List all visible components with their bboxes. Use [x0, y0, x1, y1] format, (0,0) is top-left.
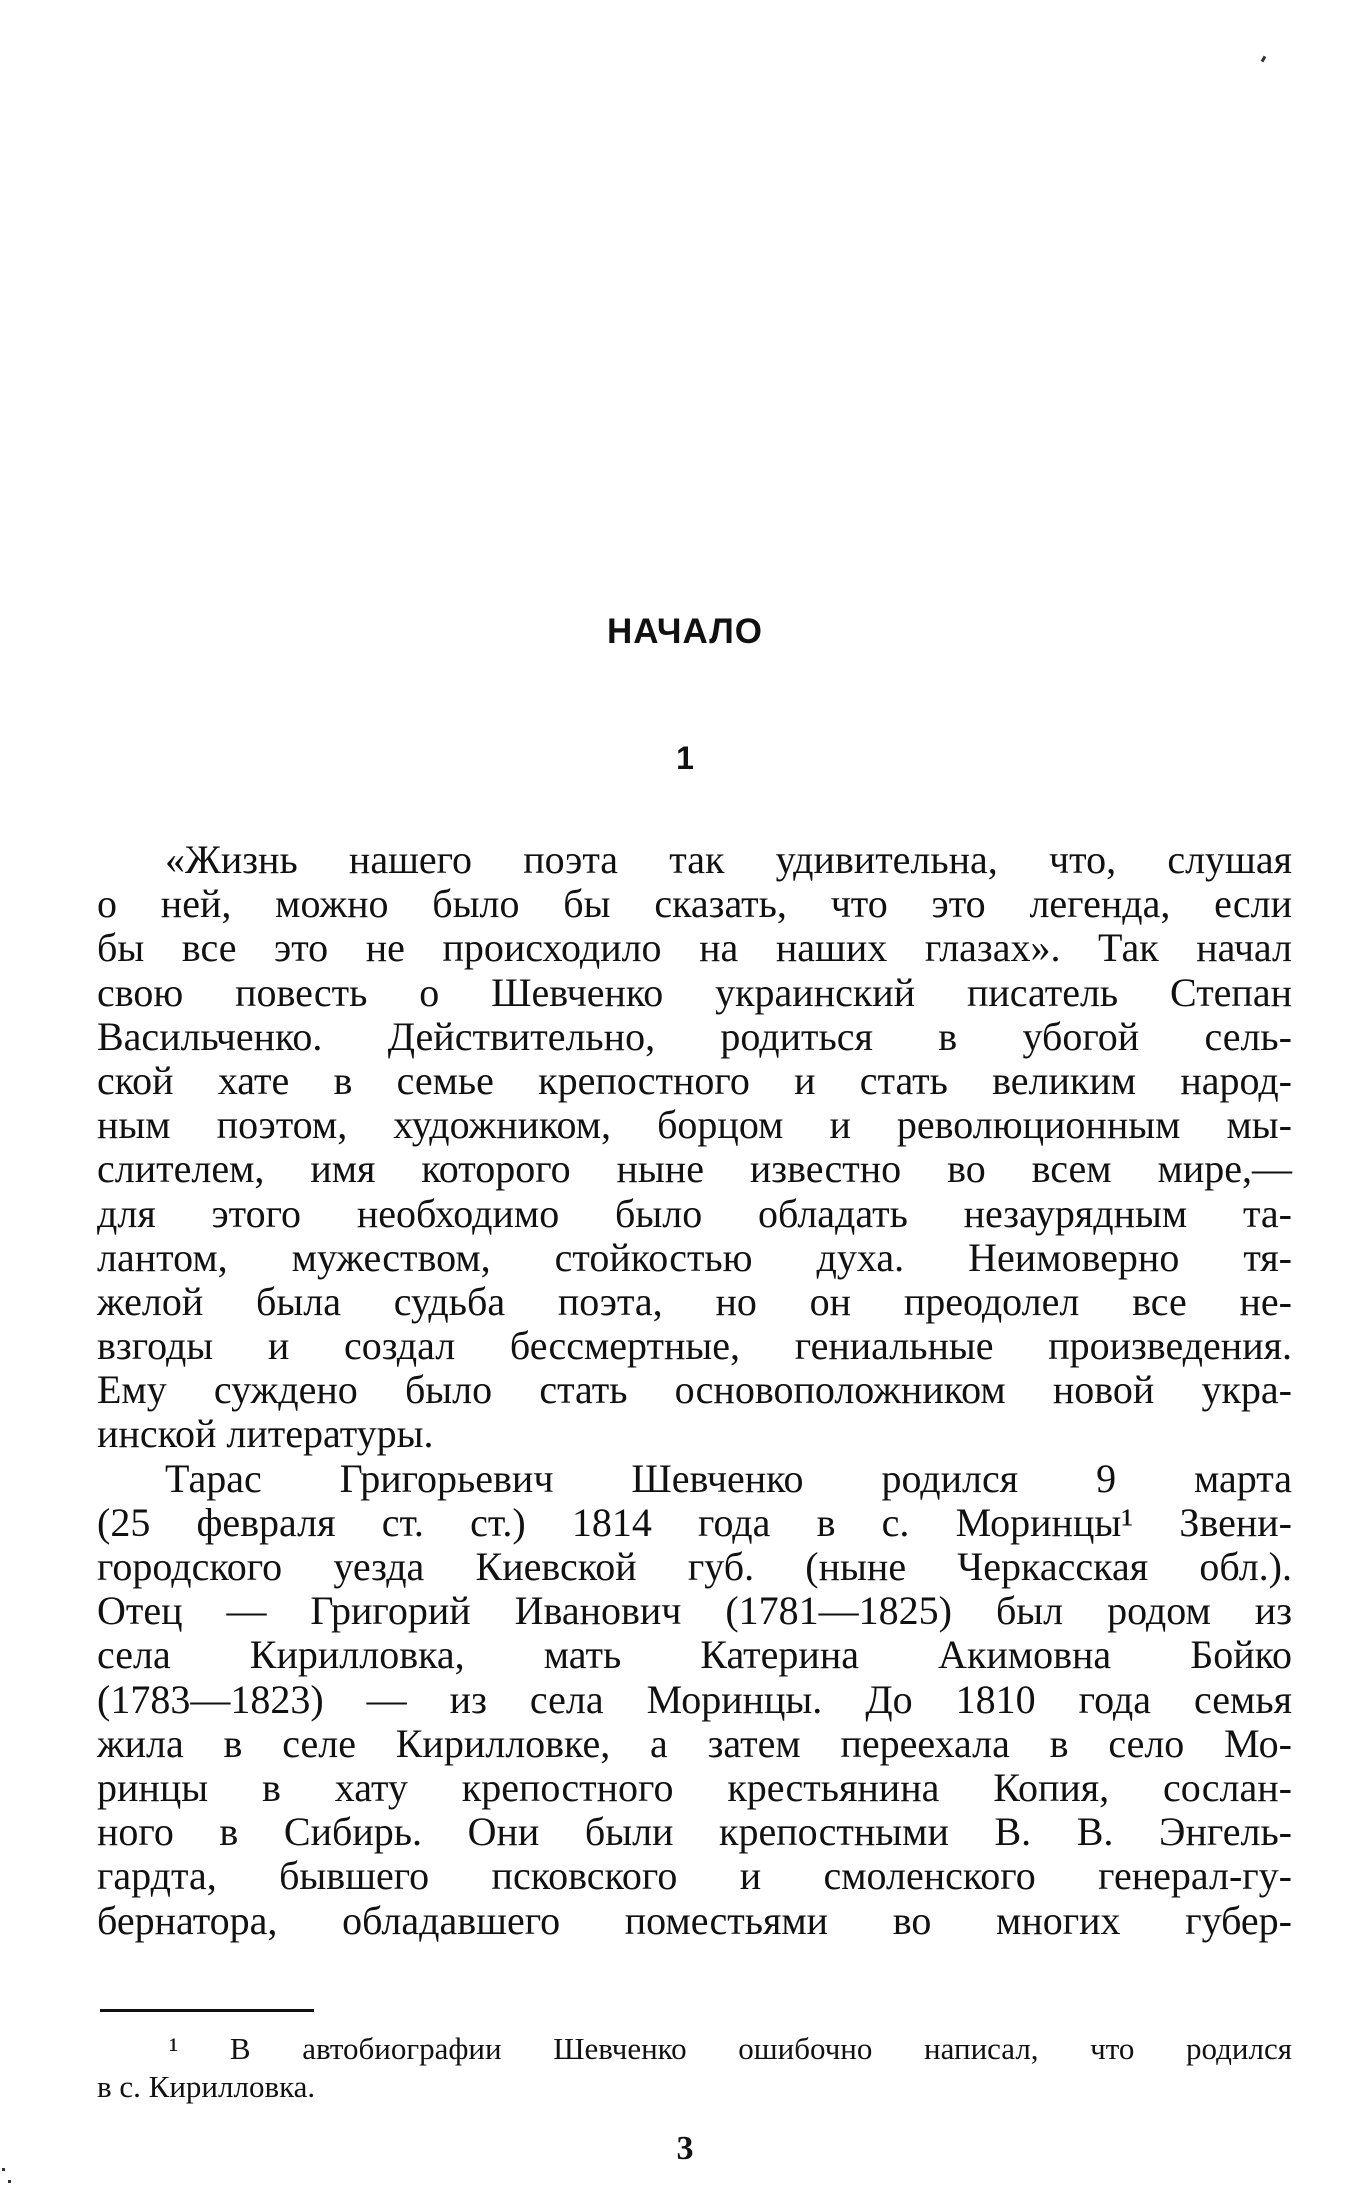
body-line: гардта, бывшего псковского и смоленского генерал-гу-: [97, 1853, 1292, 1899]
body-line: инской литературы.: [97, 1411, 434, 1457]
page-number: 3: [676, 2130, 694, 2167]
body-line: о ней, можно было бы сказать, что это легенда, если: [97, 881, 1292, 927]
body-text: [97, 838, 1292, 1943]
chapter-title: НАЧАЛО: [607, 612, 763, 651]
footnote-line: ¹ В автобиографии Шевченко ошибочно написал, что родился: [169, 2031, 1292, 2066]
body-line: бернатора, обладавшего поместьями во многих губер-: [97, 1897, 1292, 1943]
body-line: Васильченко. Действительно, родиться в убогой сель-: [97, 1013, 1292, 1059]
body-line: свою повесть о Шевченко украинский писатель Степан: [97, 969, 1292, 1015]
body-line: Тарас Григорьевич Шевченко родился 9 марта: [165, 1455, 1292, 1501]
body-line: ской хате в семье крепостного и стать великим народ-: [97, 1057, 1292, 1103]
body-line: ринцы в хату крепостного крестьянина Копия, сослан-: [97, 1764, 1292, 1810]
footnote-line: в с. Кирилловка.: [97, 2069, 316, 2104]
body-line: ного в Сибирь. Они были крепостными В. В. Энгель-: [97, 1809, 1292, 1855]
body-line: жила в селе Кирилловке, а затем переехала в село Мо-: [97, 1720, 1292, 1766]
scan-speck: [2, 2168, 5, 2171]
footnote: [97, 2030, 1292, 2106]
body-line: для этого необходимо было обладать незаурядным та-: [97, 1190, 1292, 1236]
scan-speck: [8, 2180, 11, 2183]
body-line: ным поэтом, художником, борцом и революционным мы-: [97, 1102, 1292, 1148]
footnote-divider: [100, 2009, 314, 2012]
body-line: желой была судьба поэта, но он преодолел все не-: [97, 1278, 1292, 1324]
body-line: городского уезда Киевской губ. (ныне Черкасская обл.).: [97, 1544, 1292, 1589]
scan-speck: [1261, 56, 1267, 63]
body-line: слителем, имя которого ныне известно во всем мире,—: [97, 1146, 1292, 1192]
body-line: Ему суждено было стать основоположником новой укра-: [97, 1367, 1292, 1413]
body-line: взгоды и создал бессмертные, гениальные произведения.: [97, 1323, 1292, 1369]
body-line: бы все это не происходило на наших глазах». Так начал: [97, 925, 1292, 971]
body-line: Отец — Григорий Иванович (1781—1825) был родом из: [97, 1588, 1292, 1634]
body-line: (25 февраля ст. ст.) 1814 года в с. Моринцы¹ Звени-: [97, 1499, 1292, 1545]
body-line: села Кирилловка, мать Катерина Акимовна Бойко: [97, 1632, 1292, 1678]
section-number: 1: [676, 740, 694, 776]
body-line: лантом, мужеством, стойкостью духа. Неимоверно тя-: [97, 1234, 1292, 1280]
body-line: (1783—1823) — из села Моринцы. До 1810 года семья: [97, 1676, 1292, 1722]
body-line: «Жизнь нашего поэта так удивительна, что, слушая: [165, 837, 1292, 882]
